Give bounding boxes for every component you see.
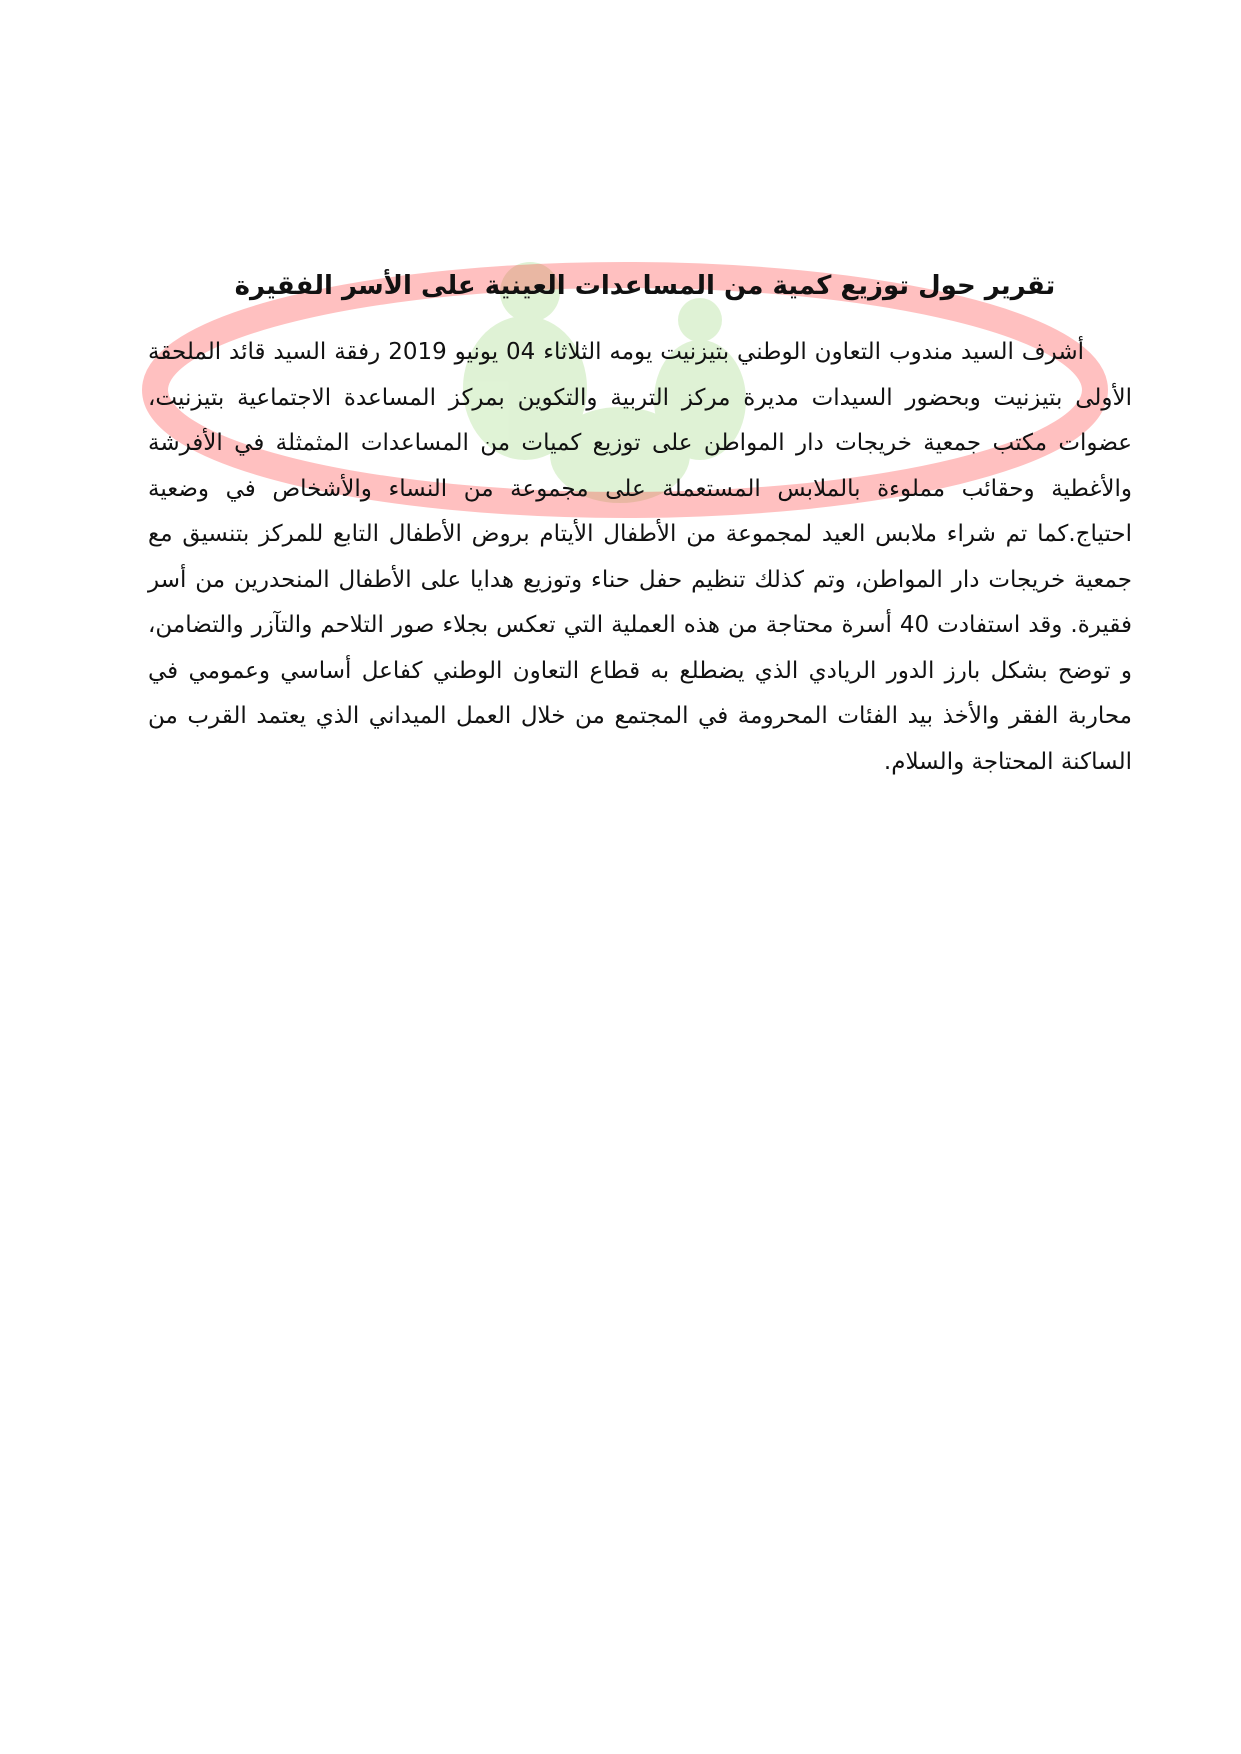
document-title: تقرير حول توزيع كمية من المساعدات العينية على الأسر الفقيرة — [234, 271, 1056, 301]
document-body: أشرف السيد مندوب التعاون الوطني بتيزنيت يومه الثلاثاء 04 يونيو 2019 رفقة السيد قائد الملحقة الأولى بتيزنيت وبحضور السيدات مديرة مركز التربية والتكوين بمركز المساعدة الاجتماعية بتيزنيت، عضوات مكتب جمعية خريجات دار المواطن على توزيع كميات من المساعدات المثمثلة في الأفرشة والأغطية وحقائب مملوءة بالملابس المستعملة على مجموعة من النساء والأشخاص في وضعية احتياج.كما تم شراء ملابس العيد لمجموعة من الأطفال الأيتام بروض الأطفال التابع للمركز بتنسيق مع جمعية خريجات دار المواطن، وتم كذلك تنظيم حفل حناء وتوزيع هدايا على الأطفال المنحدرين من أسر فقيرة. وقد استفادت 40 أسرة محتاجة من هذه العملية التي تعكس بجلاء صور التلاحم والتآزر والتضامن، و توضح بشكل بارز الدور الريادي الذي يضطلع به قطاع التعاون الوطني كفاعل أساسي وعمومي في محاربة الفقر والأخذ بيد الفئات المحرومة في المجتمع من خلال العمل الميداني الذي يعتمد القرب من الساكنة المحتاجة والسلام. — [148, 339, 1133, 775]
